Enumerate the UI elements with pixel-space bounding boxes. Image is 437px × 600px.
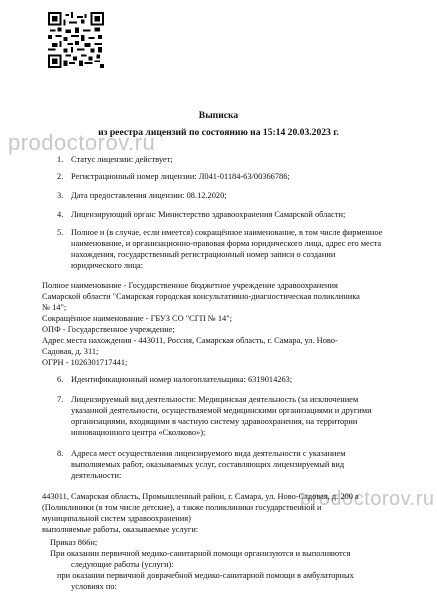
- item-text: Дата предоставления лицензии: 08.12.2020;: [71, 191, 227, 200]
- item-text-line: наименование, и организационно-правовая форма юридического лица, адрес его места: [71, 239, 382, 248]
- item-text: Лицензирующий орган: Министерство здравоохранения Самарской области;: [71, 210, 346, 219]
- qr-code-icon: [48, 12, 104, 68]
- org-line: Адрес места нахождения - 443011, Россия, Самарская область, г. Самара, ул. Ново-: [42, 336, 338, 345]
- address-line: муниципальной систем здравоохранения): [42, 514, 191, 523]
- address-line: 443011, Самарская область, Промышленный район, г. Самара, ул. Ново-Садовая, д. 200 а: [42, 492, 359, 501]
- item-number: 5.: [57, 228, 64, 237]
- watermark: prodoctorov.ru: [300, 488, 435, 510]
- item-text-line: инновационного центра «Сколково»);: [71, 428, 206, 437]
- item-text-line: Лицензируемый вид деятельности: Медицинская деятельность (за исключением: [71, 395, 359, 404]
- item-text-line: нахождения, государственный регистрационный номер записи о создании: [71, 250, 336, 259]
- org-line: ОГРН - 1026301717441;: [42, 358, 128, 367]
- address-line: (Поликлиники (в том числе детские), а также поликлиники государственной и: [42, 503, 322, 512]
- item-text-line: Адреса мест осуществления лицензируемого вида деятельности с указанием: [71, 449, 346, 458]
- org-line: Садовая, д. 311;: [42, 347, 99, 356]
- item-text-line: организациями, входящими в частную систему здравоохранения, на территории: [71, 417, 358, 426]
- tail-line: При оказании первичной медико-санитарной помощи организуются и выполняются: [50, 549, 351, 558]
- org-line: Сокращённое наименование - ГБУЗ СО "СГП № 14";: [42, 314, 232, 323]
- item-number: 3.: [57, 191, 64, 200]
- item-text-line: Полное и (в случае, если имеется) сокращённое наименование, в том числе фирменное: [71, 228, 383, 237]
- org-line: Самарской области "Самарская городская консультативно-диагностическая поликлиника: [42, 292, 360, 301]
- document-subtitle: из реестра лицензий по состоянию на 15:14 20.03.2023 г.: [98, 127, 339, 138]
- item-number: 4.: [57, 210, 64, 219]
- item-number: 6.: [57, 375, 64, 384]
- item-number: 7.: [57, 395, 64, 404]
- org-line: № 14";: [42, 303, 67, 312]
- item-number: 1.: [57, 155, 64, 164]
- item-text: Идентификационный номер налогоплательщика: 6319014263;: [71, 375, 293, 384]
- tail-line: при оказании первичной доврачебной медико-санитарной помощи в амбулаторных: [57, 571, 354, 580]
- document-title: Выписка: [198, 110, 239, 121]
- tail-line: Приказ 866н;: [50, 538, 98, 547]
- item-number: 2.: [57, 172, 64, 181]
- tail-line: следующие работы (услуги):: [71, 560, 174, 569]
- item-text: Статус лицензии: действует;: [71, 155, 173, 164]
- item-text-line: выполняемых работ, оказываемых услуг, составляющих лицензируемый вид: [71, 460, 345, 469]
- item-text-line: указанной деятельности, осуществляемой медицинскими организациями и другими: [71, 406, 372, 415]
- org-line: Полное наименование - Государственное бюджетное учреждение здравоохранения: [42, 281, 338, 290]
- tail-line: условиях по:: [71, 582, 117, 591]
- item-text-line: юридического лица:: [71, 261, 144, 270]
- item-text-line: деятельности:: [71, 471, 122, 480]
- item-number: 8.: [57, 449, 64, 458]
- watermark: prodoctorov.ru: [8, 130, 156, 155]
- org-line: ОПФ - Государственное учреждение;: [42, 325, 175, 334]
- item-text: Регистрационный номер лицензии: Л041-01184-63/00366786;: [71, 172, 290, 181]
- address-line: выполняемые работы, оказываемые услуги:: [42, 525, 199, 534]
